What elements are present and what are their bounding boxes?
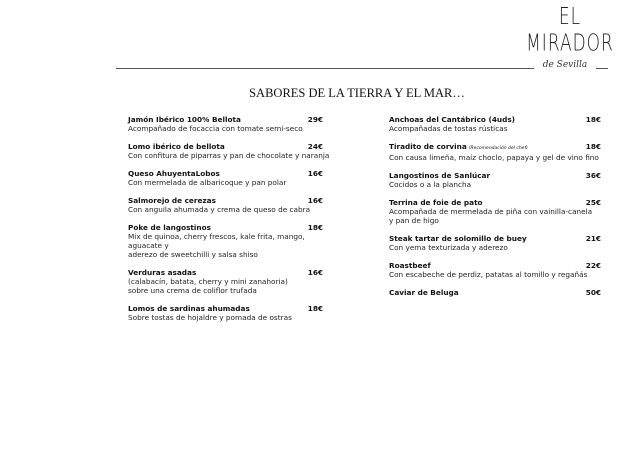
menu-item-description: (calabacín, batata, cherry y mini zanahoria): [128, 277, 288, 286]
menu-item-header: [389, 171, 611, 180]
menu-item-name: [128, 169, 220, 178]
menu-item: [389, 198, 611, 225]
menu-item-name: [389, 171, 490, 180]
menu-item-name: [389, 115, 515, 124]
menu-item: [389, 234, 611, 252]
menu-item-price: 24€: [307, 142, 323, 151]
menu-item-header: [128, 169, 333, 178]
menu-item-name: [128, 115, 241, 124]
logo: [520, 3, 620, 58]
menu-column-left: [128, 115, 333, 331]
menu-item-header: [389, 288, 611, 297]
menu-item-price: 18€: [585, 115, 601, 124]
menu-item-name: [128, 268, 196, 277]
menu-item-name-text: Caviar de Beluga: [389, 288, 459, 297]
menu-item-name-text: Verduras asadas: [128, 268, 197, 277]
menu-item-header: [128, 196, 333, 205]
menu-item-name: [389, 142, 528, 153]
menu-item: [128, 304, 333, 322]
menu-item-description: Acompañadas de tostas rústicas: [389, 124, 508, 133]
menu-item-name-text: Anchoas del Cantábrico (4uds): [389, 115, 515, 124]
menu-item-name-text: Poke de langostinos: [128, 223, 211, 232]
menu-item-description: Acompañado de focaccia con tomate semi-seco: [128, 124, 303, 133]
menu-item-header: [389, 261, 611, 270]
logo-line-mirador: MIRADOR: [526, 30, 614, 58]
menu-item-description: Con mermelada de albaricoque y pan polar: [128, 178, 287, 187]
menu-item-header: [389, 234, 611, 243]
menu-item-name: [389, 198, 483, 207]
menu-item-header: [128, 223, 333, 232]
menu-item-description: Con yema texturizada y aderezo: [389, 243, 508, 252]
menu-item-price: 22€: [585, 261, 601, 270]
section-title: SABORES DE LA TIERRA Y EL MAR…: [249, 86, 465, 100]
menu-item-description: Con anguila ahumada y crema de queso de cabra: [128, 205, 311, 214]
menu-item-header: [128, 268, 333, 277]
menu-item: [128, 268, 333, 295]
menu-item-name-text: Steak tartar de solomillo de buey: [389, 234, 527, 243]
menu-item-name-text: Terrina de foie de pato: [389, 198, 483, 207]
menu-item-name: [128, 304, 250, 313]
menu-item-price: 18€: [307, 304, 323, 313]
menu-item-price: 16€: [307, 169, 323, 178]
menu-item-description: y pan de higo: [389, 216, 439, 225]
menu-item: [128, 115, 333, 133]
menu-item-price: 21€: [585, 234, 601, 243]
menu-item: [128, 169, 333, 187]
header-divider-left: [116, 68, 534, 69]
menu-item-description: Sobre tostas de hojaldre y pomada de ostras: [128, 313, 292, 322]
menu-item-price: 50€: [585, 288, 601, 297]
menu-item-name: [389, 234, 527, 243]
menu-item-name: [389, 288, 459, 297]
menu-item-price: 16€: [307, 268, 323, 277]
menu-item-price: 18€: [307, 223, 323, 232]
menu-item-name: [389, 261, 431, 270]
menu-item: [389, 142, 611, 162]
menu-item-price: 16€: [307, 196, 323, 205]
menu-item-price: 25€: [585, 198, 601, 207]
menu-item: [389, 171, 611, 189]
menu-item: [389, 261, 611, 279]
menu-item-price: 36€: [585, 171, 601, 180]
menu-item-name-text: Lomo ibérico de bellota: [128, 142, 225, 151]
menu-item-name-text: Jamón Ibérico 100% Bellota: [128, 115, 241, 124]
menu-column-right: [389, 115, 611, 306]
menu-item-header: [389, 142, 611, 153]
menu-item-header: [128, 304, 333, 313]
menu-item-name-text: Tiradito de corvina: [389, 142, 467, 151]
menu-item: [128, 196, 333, 214]
menu-item-description: Acompañada de mermelada de piña con vainilla-canela: [389, 207, 593, 216]
logo-line-el: EL: [558, 3, 582, 31]
menu-item-header: [389, 115, 611, 124]
menu-item-name-text: Langostinos de Sanlúcar: [389, 171, 491, 180]
menu-item-name-text: Salmorejo de cerezas: [128, 196, 216, 205]
menu-item-description: Cocidos o a la plancha: [389, 180, 472, 189]
header-divider-right: [596, 68, 608, 69]
menu-item: [389, 288, 611, 297]
menu-item: [389, 115, 611, 133]
menu-item-description: Con confitura de piparras y pan de chocolate y naranja: [128, 151, 330, 160]
menu-item-name-text: Lomos de sardinas ahumadas: [128, 304, 250, 313]
menu-item-description: sobre una crema de coliflor trufada: [128, 286, 257, 295]
menu-item-description: Con escabeche de perdiz, patatas al tomillo y regañás: [389, 270, 588, 279]
menu-item: [128, 223, 333, 259]
menu-item-price: 29€: [307, 115, 323, 124]
menu-item-header: [389, 198, 611, 207]
menu-item-note: (Recomendación del chef): [468, 146, 528, 151]
menu-item-description: aderezo de sweetchilli y salsa shiso: [128, 250, 258, 259]
menu-item-name-text: Queso AhuyentaLobos: [128, 169, 220, 178]
menu-item-description: Mix de quinoa, cherry frescos, kale frita, mango, aguacate y: [128, 232, 305, 250]
menu-item-name: [128, 223, 211, 232]
menu-item-header: [128, 115, 333, 124]
menu-item: [128, 142, 333, 160]
menu-item-name: [128, 142, 225, 151]
menu-item-description: Con causa limeña, maíz choclo, papaya y gel de vino fino: [389, 153, 599, 162]
menu-item-name-text: Roastbeef: [389, 261, 431, 270]
menu-item-price: 18€: [585, 142, 601, 151]
menu-item-header: [128, 142, 333, 151]
menu-item-name: [128, 196, 216, 205]
logo-tagline: de Sevilla: [542, 60, 588, 70]
